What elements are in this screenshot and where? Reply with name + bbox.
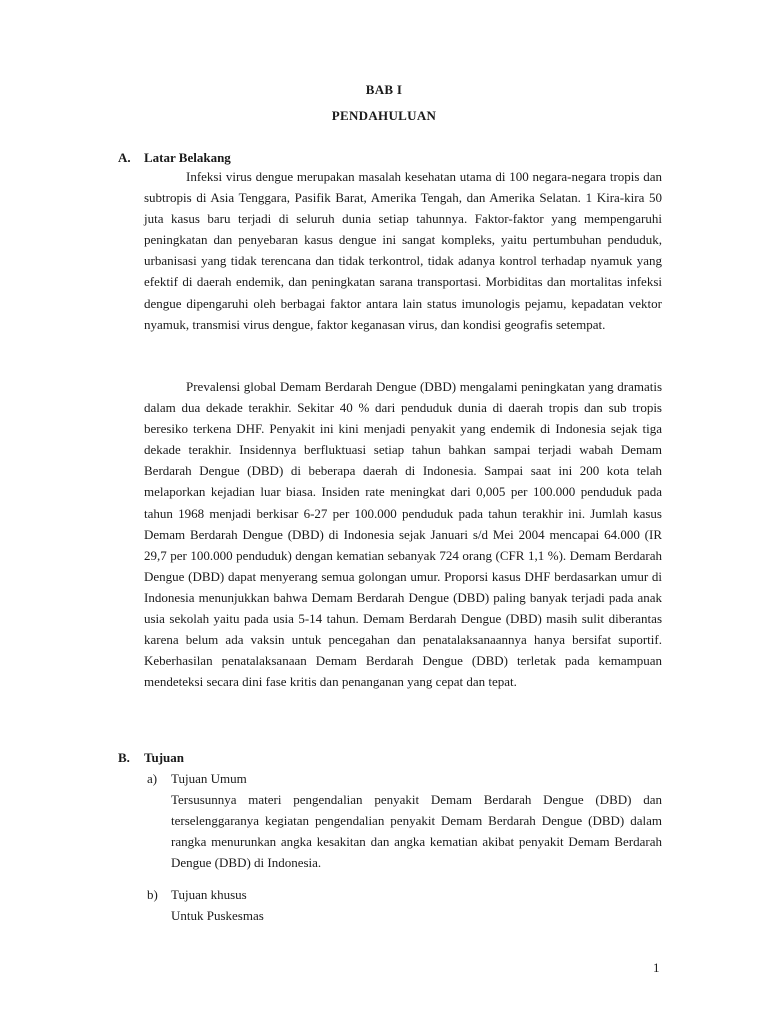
chapter-label: BAB I [365, 82, 403, 97]
objective-specific-letter: b) [147, 887, 158, 902]
section-a-letter: A. [118, 150, 131, 165]
objective-specific-text: Untuk Puskesmas [171, 908, 264, 923]
objective-specific-heading [147, 887, 247, 903]
section-b-letter: B. [118, 750, 130, 765]
section-a-heading [118, 150, 231, 166]
background-paragraph-1-text: Infeksi virus dengue merupakan masalah kesehatan utama di 100 negara-negara tropis dan subtropis di Asia Tenggara, Pasifik Barat, Amerika Tengah, dan Amerika Selatan. 1 Kira-kira 50 juta kasus baru terjadi di seluruh dunia setiap tahunnya. Faktor-faktor yang mempengaruhi peningkatan dan penyebaran kasus dengue ini sangat kompleks, yaitu pertumbuhan penduduk, urbanisasi yang tidak terencana dan tidak terkontrol, tidak adanya kontrol terhadap nyamuk yang efektif di daerah endemik, dan peningkatan sarana transportasi. Morbiditas dan mortalitas infeksi dengue dipengaruhi oleh berbagai faktor antara lain status imunologis pejamu, kepadatan vektor nyamuk, transmisi virus dengue, faktor keganasan virus, dan kondisi geografis setempat. [144, 169, 662, 332]
background-paragraph-2 [144, 376, 662, 692]
section-b-title: Tujuan [144, 750, 184, 765]
objective-general-letter: a) [147, 771, 158, 786]
background-paragraph-2-text: Prevalensi global Demam Berdarah Dengue (DBD) mengalami peningkatan yang dramatis dalam dua dekade terakhir. Sekitar 40 % dari penduduk dunia di daerah tropis dan sub tropis beresiko terkena DHF. Penyakit ini kini menjadi penyakit yang endemik di Indonesia sejak tiga dekade terakhir. Insidennya berfluktuasi setiap tahun bahkan sampai terjadi wabah Demam Berdarah Dengue (DBD) di beberapa daerah di Indonesia. Sampai saat ini 200 kota telah melaporkan kejadian luar biasa. Insiden rate meningkat dari 0,005 per 100.000 penduduk pada tahun 1968 menjadi berkisar 6-27 per 100.000 penduduk pada tahun terakhir ini. Jumlah kasus Demam Berdarah Dengue (DBD) di Indonesia sejak Januari s/d Mei 2004 mencapai 64.000 (IR 29,7 per 100.000 penduduk) dengan kematian sebanyak 724 orang (CFR 1,1 %). Demam Berdarah Dengue (DBD) dapat menyerang semua golongan umur. Proporsi kasus DHF berdasarkan umur di Indonesia menunjukkan bahwa Demam Berdarah Dengue (DBD) paling banyak terjadi pada anak usia sekolah yaitu pada usia 5-14 tahun. Demam Berdarah Dengue (DBD) masih sulit diberantas karena belum ada vaksin untuk pencegahan dan penatalaksanaannya hanya bersifat suportif. Keberhasilan penatalaksanaan Demam Berdarah Dengue (DBD) terletak pada kemampuan mendeteksi secara dini fase kritis dan penanganan yang cepat dan tepat. [144, 379, 662, 690]
section-a-title: Latar Belakang [144, 150, 231, 165]
objective-general-text: Tersusunnya materi pengendalian penyakit Demam Berdarah Dengue (DBD) dan terselenggaranya kegiatan pengendalian penyakit Demam Berdarah Dengue (DBD) dalam rangka menurunkan angka kesakitan dan angka kematian akibat penyakit Demam Berdarah Dengue (DBD) di Indonesia. [171, 792, 662, 871]
section-b-heading [118, 750, 184, 766]
background-paragraph-1 [144, 166, 662, 335]
chapter-title: PENDAHULUAN [331, 108, 437, 123]
objective-general-label: Tujuan Umum [171, 771, 247, 786]
page-number: 1 [653, 960, 660, 975]
objective-specific-label: Tujuan khusus [171, 887, 247, 902]
objective-general-heading [147, 771, 247, 787]
